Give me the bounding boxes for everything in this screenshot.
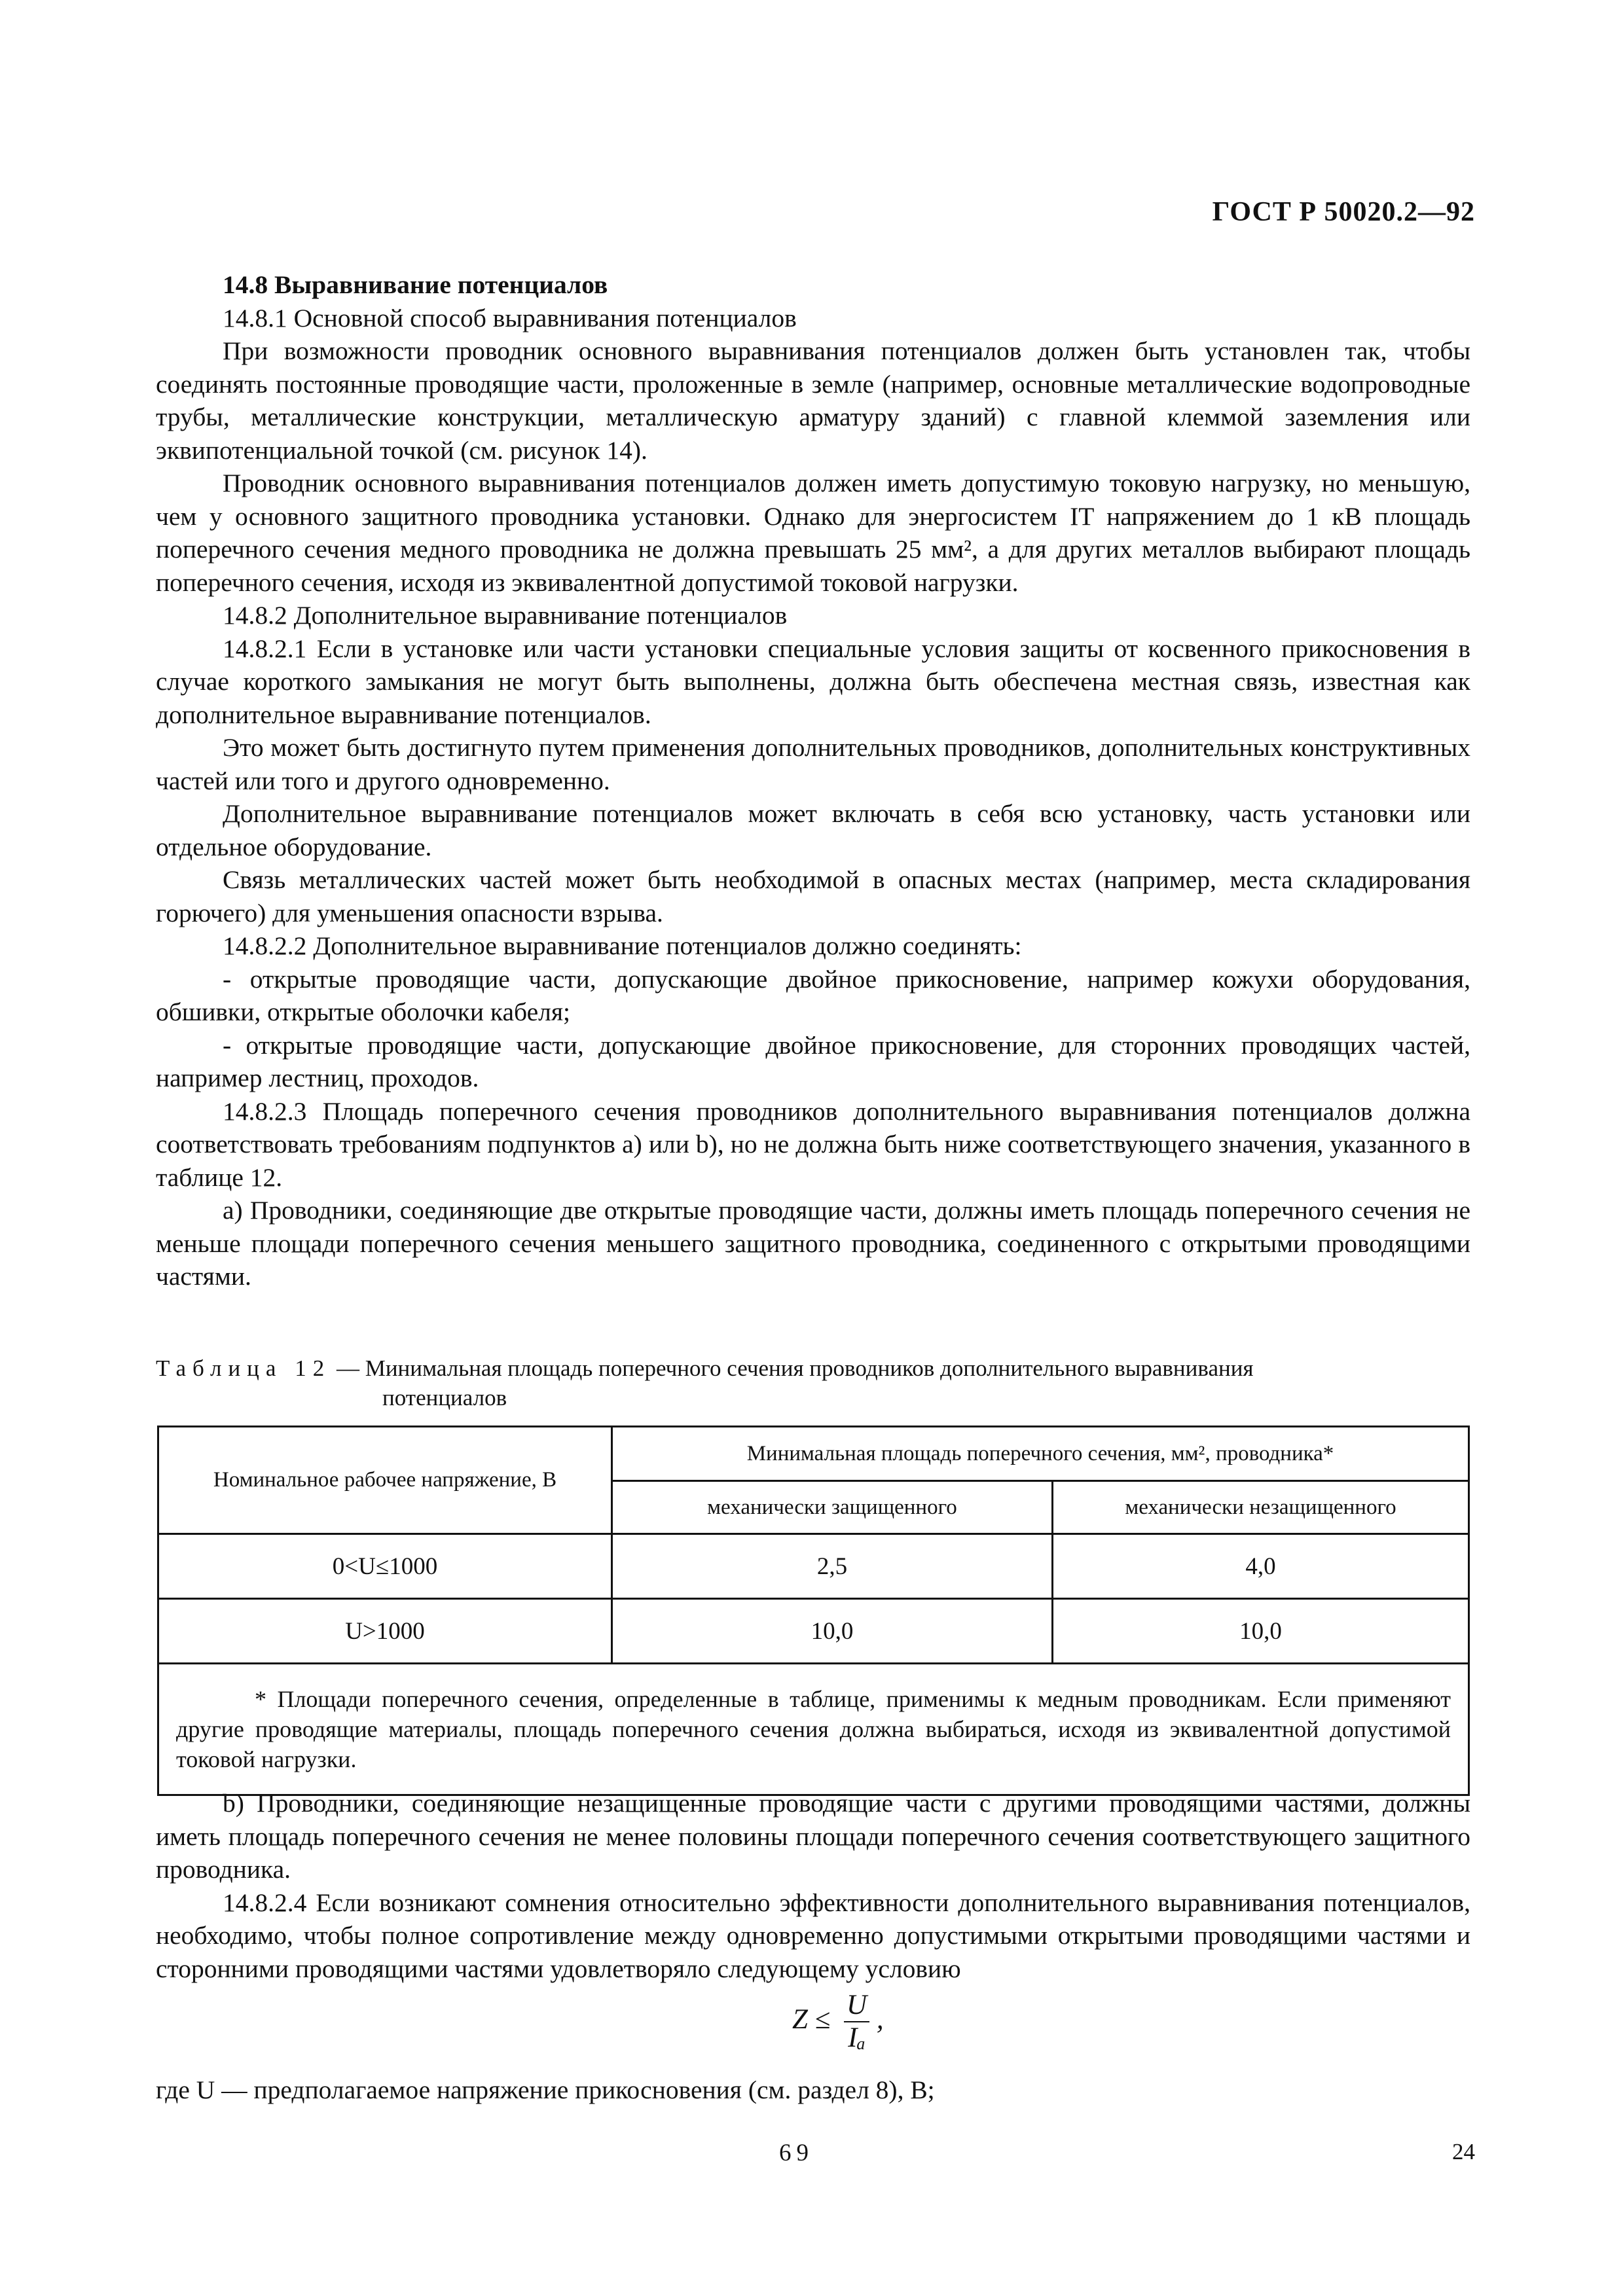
paragraph: 14.8.2.2 Дополнительное выравнивание потенциалов должно соединять: <box>223 931 1022 960</box>
paragraph: Проводник основного выравнивания потенциалов должен иметь допустимую токовую нагрузку, но меньшую, чем у основного защитного проводника установки. Однако для энергосистем IT напряжением до 1 кВ площадь поперечного сечения медного проводника не должна превышать 25 мм², а для других металлов выбирают площадь поперечного сечения, исходя из эквивалентной допустимой токовой нагрузки. <box>156 469 1470 597</box>
cell-unprotected: 4,0 <box>1053 1534 1469 1599</box>
formula-fraction <box>844 1990 869 2054</box>
paragraph: 14.8.2.1 Если в установке или части установки специальные условия защиты от косвенного прикосновения в случае короткого замыкания не могут быть выполнены, должна быть обеспечена местная связь, известная как дополнительное выравнивание потенциалов. <box>156 634 1470 729</box>
list-item: - открытые проводящие части, допускающие двойное прикосновение, для сторонних проводящих частей, например лестниц, проходов. <box>156 1030 1470 1092</box>
cell-unprotected: 10,0 <box>1053 1599 1469 1664</box>
cell-protected: 10,0 <box>612 1599 1053 1664</box>
formula-lhs: Z ≤ <box>792 2003 831 2035</box>
paragraph: Это может быть достигнуто путем применения дополнительных проводников, дополнительных конструктивных частей или того и другого одновременно. <box>156 733 1470 795</box>
table-caption-text: — Минимальная площадь поперечного сечения проводников дополнительного выравнивания <box>331 1355 1254 1381</box>
body-text-continued <box>156 1787 1470 1985</box>
paragraph: b) Проводники, соединяющие незащищенные проводящие части с другими проводящими частями, должны иметь площадь поперечного сечения не менее половины площади поперечного сечения соответствующего защитного проводника. <box>156 1789 1470 1884</box>
table-row <box>158 1599 1469 1664</box>
list-item: - открытые проводящие части, допускающие двойное прикосновение, например кожухи оборудования, обшивки, открытые оболочки кабеля; <box>156 964 1470 1026</box>
document-code: ГОСТ Р 50020.2—92 <box>1212 197 1475 227</box>
formula-tail: , <box>876 2003 884 2035</box>
table-12 <box>157 1426 1470 1796</box>
table-caption-text-cont: потенциалов <box>382 1385 507 1410</box>
formula-where: где U — предполагаемое напряжение прикосновения (см. раздел 8), В; <box>156 2075 935 2104</box>
sheet-number: 24 <box>1452 2139 1475 2164</box>
paragraph: 14.8.1 Основной способ выравнивания потенциалов <box>223 303 797 332</box>
table-caption <box>156 1354 1470 1412</box>
header-protected: механически защищенного <box>612 1481 1053 1534</box>
body-text <box>156 268 1470 1293</box>
table-caption-label: Таблица 12 <box>156 1355 331 1381</box>
paragraph: При возможности проводник основного выравнивания потенциалов должен быть установлен так, чтобы соединять постоянные проводящие части, проложенные в земле (например, основные металлические водопроводные трубы, металлические конструкции, металлическую арматуру зданий) с главной клеммой заземления или эквипотенциальной точкой (см. рисунок 14). <box>156 336 1470 465</box>
header-voltage: Номинальное рабочее напряжение, В <box>158 1427 612 1534</box>
formula-denominator: Iₐ <box>848 2022 866 2053</box>
paragraph: 14.8.2.3 Площадь поперечного сечения проводников дополнительного выравнивания потенциалов должна соответствовать требованиям подпунктов а) или b), но не должна быть ниже соответствующего значения, указанного в таблице 12. <box>156 1096 1470 1192</box>
header-unprotected: механически незащищенного <box>1053 1481 1469 1534</box>
cell-voltage: U>1000 <box>158 1599 612 1664</box>
table-row <box>158 1534 1469 1599</box>
formula-numerator: U <box>844 1990 869 2022</box>
impedance-formula <box>792 1990 884 2054</box>
paragraph: Связь металлических частей может быть необходимой в опасных местах (например, места складирования горючего) для уменьшения опасности взрыва. <box>156 865 1470 927</box>
cell-voltage: 0<U≤1000 <box>158 1534 612 1599</box>
paragraph: Дополнительное выравнивание потенциалов может включать в себя всю установку, часть установки или отдельное оборудование. <box>156 799 1470 861</box>
table-footnote: * Площади поперечного сечения, определенные в таблице, применимы к медным проводникам. Если применяют другие проводящие материалы, площадь поперечного сечения должна выбираться, исходя из эквивалентной допустимой токовой нагрузки. <box>158 1664 1469 1795</box>
paragraph: 14.8.2 Дополнительное выравнивание потенциалов <box>223 601 788 630</box>
paragraph: 14.8.2.4 Если возникают сомнения относительно эффективности дополнительного выравнивания потенциалов, необходимо, чтобы полное сопротивление между одновременно допустимыми открытыми проводящими частями и сторонними проводящими частями удовлетворяло следующему условию <box>156 1888 1470 1983</box>
page-number: 69 <box>779 2140 814 2166</box>
paragraph: а) Проводники, соединяющие две открытые проводящие части, должны иметь площадь поперечного сечения не меньше площади поперечного сечения меньшего защитного проводника, соединенного с открытыми проводящими частями. <box>156 1196 1470 1291</box>
cell-protected: 2,5 <box>612 1534 1053 1599</box>
section-heading: 14.8 Выравнивание потенциалов <box>223 270 608 299</box>
header-min-area: Минимальная площадь поперечного сечения, мм², проводника* <box>612 1427 1469 1481</box>
